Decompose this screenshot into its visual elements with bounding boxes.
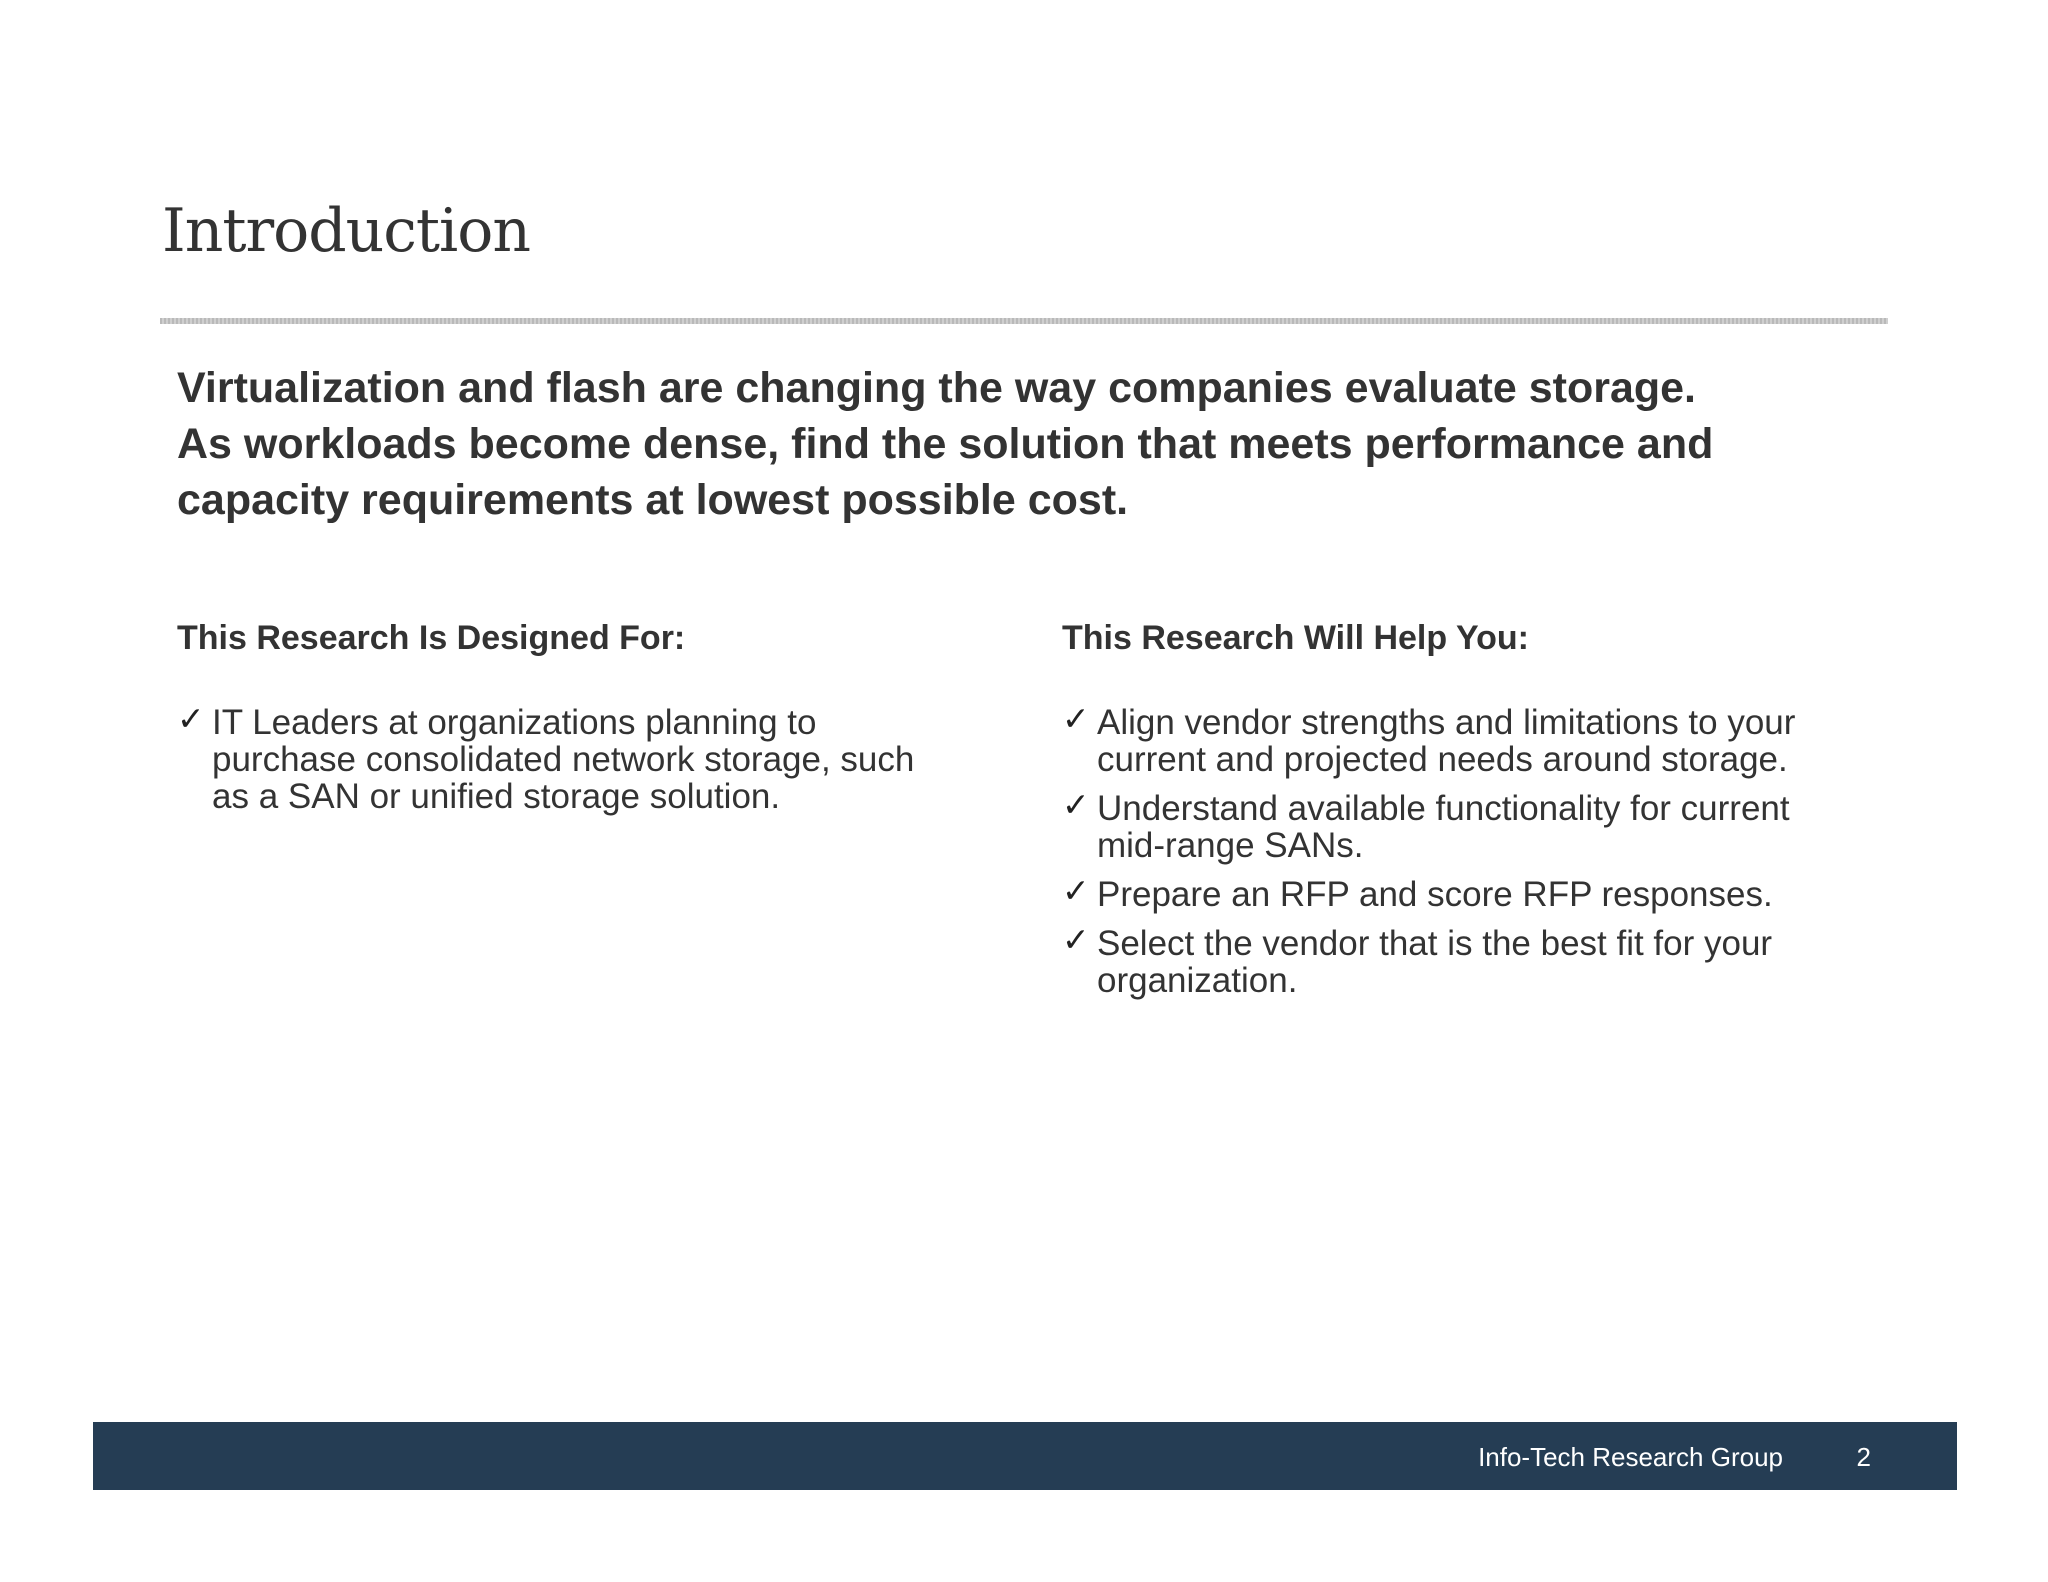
designed-for-column: [177, 616, 977, 827]
list-item: [1062, 920, 1882, 1000]
list-item-line: Align vendor strengths and limitations to your: [1097, 703, 1796, 742]
designed-for-list: [177, 699, 977, 816]
title-divider: [160, 318, 1888, 324]
designed-for-heading: This Research Is Designed For:: [177, 619, 686, 657]
footer-bar: [93, 1422, 1957, 1490]
list-item-line: Select the vendor that is the best fit for your: [1097, 924, 1773, 963]
page-number: 2: [1856, 1442, 1871, 1472]
list-item: [1062, 785, 1882, 865]
checkmark-icon: ✓: [1062, 785, 1090, 824]
footer-organization: Info-Tech Research Group: [1478, 1442, 1783, 1472]
list-item-line: purchase consolidated network storage, such: [212, 740, 915, 779]
list-item: [177, 699, 977, 816]
list-item-line: organization.: [1097, 961, 1298, 1000]
list-item-line: current and projected needs around storage.: [1097, 740, 1788, 779]
help-you-column: [1062, 616, 1882, 1011]
checkmark-icon: ✓: [1062, 920, 1090, 959]
checkmark-icon: ✓: [1062, 871, 1090, 910]
list-item: [1062, 871, 1882, 914]
list-item-line: Prepare an RFP and score RFP responses.: [1097, 875, 1773, 914]
list-item-line: as a SAN or unified storage solution.: [212, 777, 781, 816]
list-item-line: IT Leaders at organizations planning to: [212, 703, 817, 742]
list-item-line: Understand available functionality for current: [1097, 789, 1790, 828]
checkmark-icon: ✓: [177, 699, 205, 738]
lead-statement: [177, 360, 1897, 528]
list-item: [1062, 699, 1882, 779]
help-you-list: [1062, 699, 1882, 1000]
lead-line: Virtualization and flash are changing the way companies evaluate storage.: [177, 364, 1696, 412]
lead-line: capacity requirements at lowest possible cost.: [177, 476, 1129, 524]
checkmark-icon: ✓: [1062, 699, 1090, 738]
list-item-line: mid-range SANs.: [1097, 826, 1364, 865]
lead-line: As workloads become dense, find the solution that meets performance and: [177, 420, 1714, 468]
help-you-heading: This Research Will Help You:: [1062, 619, 1529, 657]
page-title: Introduction: [162, 196, 530, 266]
